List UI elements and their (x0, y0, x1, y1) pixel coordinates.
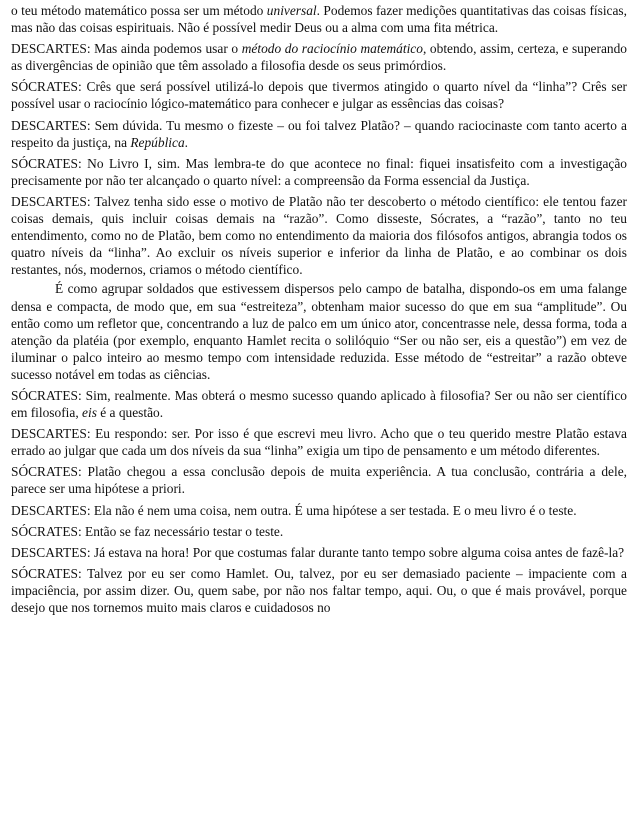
paragraph-4-tail: . (184, 134, 189, 150)
paragraph-4-italic: República (130, 134, 185, 150)
paragraph-8-tail: é a questão. (96, 405, 164, 421)
paragraph-2-italic: método do raciocínio matemático (241, 41, 423, 57)
paragraph-9: DESCARTES: Eu respondo: ser. Por isso é que escrevi meu livro. Acho que o teu querido mestre Platão estava errado ao julgar que cada um dos níveis da sua “linha” exigia um tipo de pensamento e um método diferentes. (11, 426, 627, 459)
document-page (11, 2, 627, 620)
paragraph-8-text: SÓCRATES: Sim, realmente. Mas obterá o mesmo sucesso quando aplicado à filosofia? Ser ou não ser científico em filosofia, (11, 387, 627, 421)
paragraph-14: SÓCRATES: Talvez por eu ser como Hamlet. Ou, talvez, por eu ser demasiado paciente – impaciente com a impaciência, por assim dizer. Ou, quem sabe, por não nos faltar tempo, aqui. Ou, o que é mais provável, porque desejo que nos tornemos muito mais claros e cuidadosos no (11, 565, 627, 615)
paragraph-6: DESCARTES: Talvez tenha sido esse o motivo de Platão não ter descoberto o método científico: ele tentou fazer coisas demais, quis incluir coisas demais na “razão”. Como disseste, Sócrates, a “razão”, tanto no teu entendimento, como no de Platão, bem como no entendimento da maioria dos filósofos antigos, abrangia todos os quatro níveis da “linha”. Ao excluir os níveis superior e inferior da linha de Platão, e ao combinar os dois restantes, nós, modernos, criamos o método científico. (11, 193, 627, 278)
paragraph-2 (11, 40, 627, 74)
paragraph-8-italic: eis (82, 405, 97, 421)
paragraph-2-text: DESCARTES: Mas ainda podemos usar o (11, 41, 242, 57)
paragraph-2-tail: , obtendo, assim, certeza, e superando as divergências de opinião que têm assolado a filosofia desde os seus primórdios. (11, 41, 627, 74)
paragraph-4 (11, 117, 627, 151)
paragraph-1 (11, 2, 627, 36)
paragraph-1-italic: universal (266, 3, 317, 18)
paragraph-12: SÓCRATES: Então se faz necessário testar o teste. (11, 523, 284, 539)
paragraph-7: É como agrupar soldados que estivessem dispersos pelo campo de batalha, dispondo-os em uma falange densa e compacta, de modo que, em sua “estreiteza”, obtenham maior sucesso do que em sua “amplitude”. Ou então como um refletor que, concentrando a luz de palco em um único ator, concentrasse nele, dessa forma, toda a atenção da platéia (por exemplo, enquanto Hamlet recita o solilóquio “Ser ou não ser, eis a questão”) em vez de iluminar o palco inteiro ao mesmo tempo com intensidade reduzida. Esse método de “estreitar” a razão obteve sucesso notável em todas as ciências. (11, 281, 627, 382)
paragraph-4-text: DESCARTES: Sem dúvida. Tu mesmo o fizeste – ou foi talvez Platão? – quando raciocinaste com tanto acerto a respeito da justiça, na (11, 117, 627, 150)
paragraph-8 (11, 387, 627, 421)
paragraph-11: DESCARTES: Ela não é nem uma coisa, nem outra. É uma hipótese a ser testada. E o meu livro é o teste. (11, 502, 577, 518)
paragraph-1-text: o teu método matemático possa ser um método (11, 3, 267, 18)
paragraph-5: SÓCRATES: No Livro I, sim. Mas lembra-te do que acontece no final: fiquei insatisfeito com a investigação precisamente por não ter alcançado o quarto nível: a compreensão da Forma essencial da Justiça. (11, 155, 627, 188)
paragraph-3: SÓCRATES: Crês que será possível utilizá-lo depois que tivermos atingido o quarto nível da “linha”? Crês ser possível usar o raciocínio lógico-matemático para conhecer e julgar as essências das coisas? (11, 79, 627, 112)
paragraph-10: SÓCRATES: Platão chegou a essa conclusão depois de muita experiência. A tua conclusão, contrária a dele, parece ser uma hipótese a priori. (11, 464, 627, 497)
paragraph-1-tail: . Podemos fazer medições quantitativas das coisas físicas, mas não das coisas espirituais. Não é possível medir Deus ou a alma com uma fita métrica. (11, 3, 627, 36)
paragraph-13: DESCARTES: Já estava na hora! Por que costumas falar durante tanto tempo sobre alguma coisa antes de fazê-la? (11, 544, 625, 560)
